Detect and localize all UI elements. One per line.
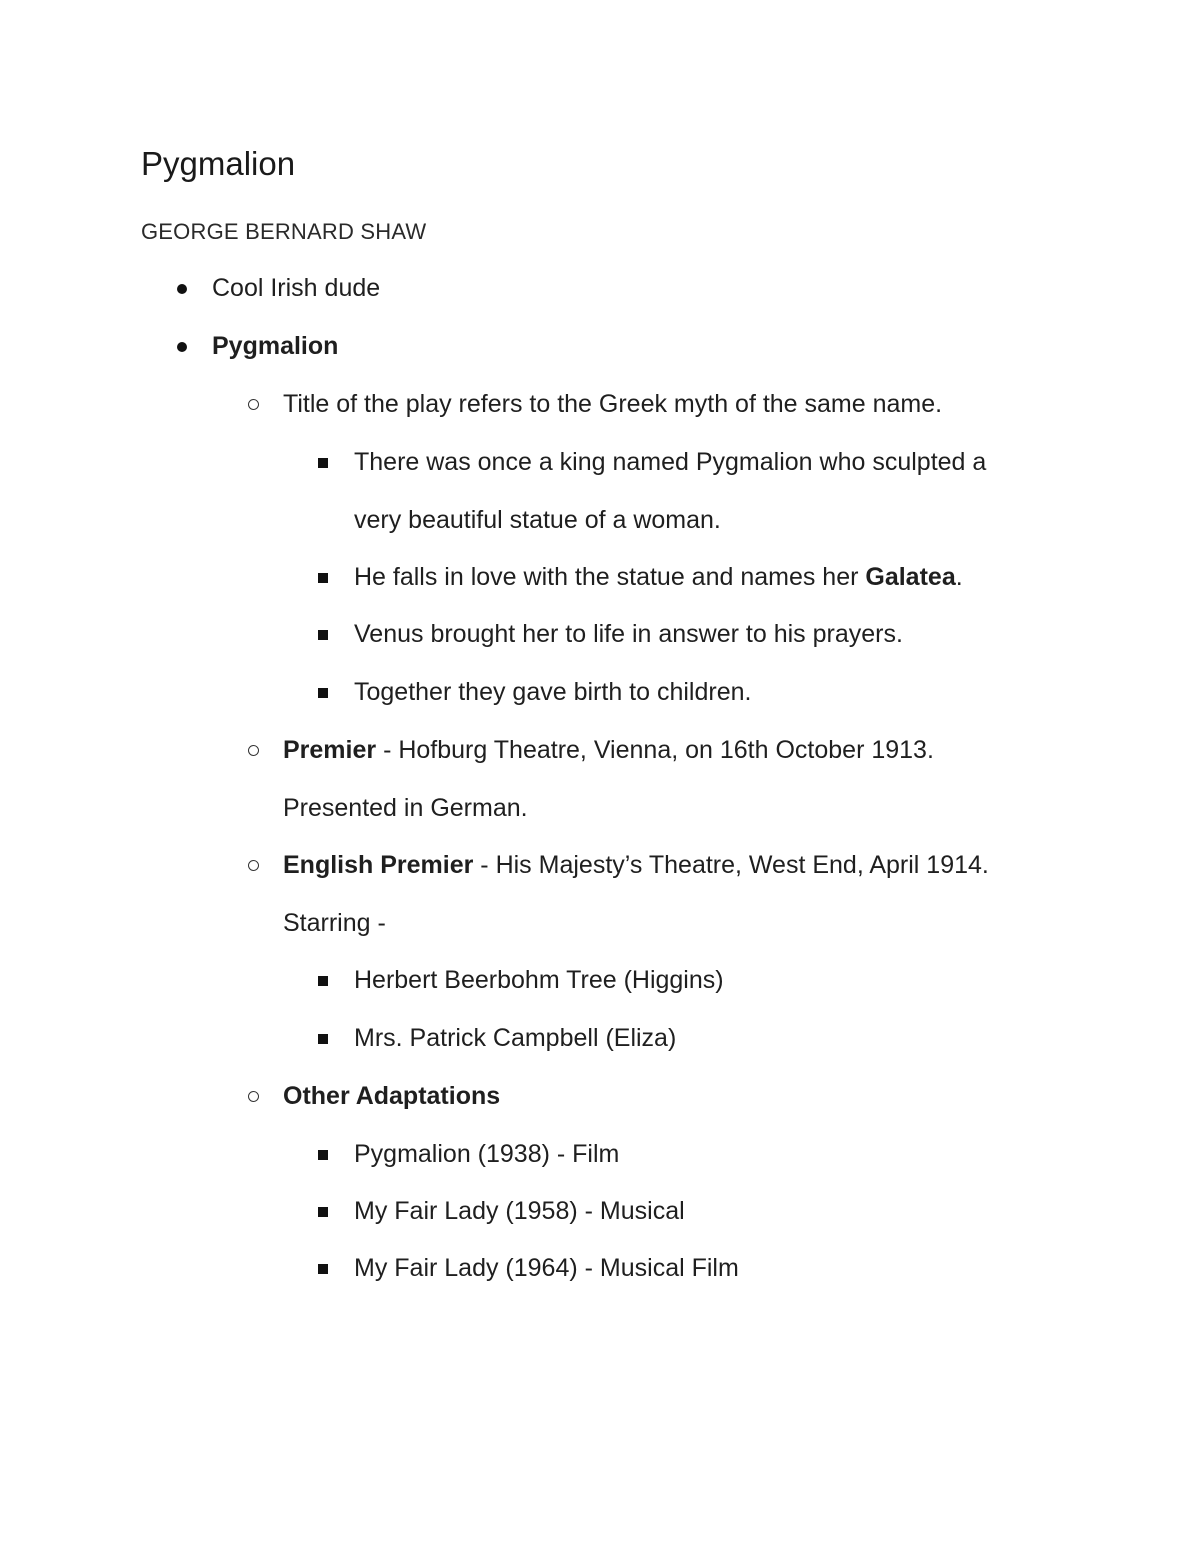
square-bullet-icon	[318, 1240, 328, 1298]
list-item-text: - His Majesty’s Theatre, West End, April 1914. Starring -	[283, 851, 989, 937]
list-item-text: Together they gave birth to children.	[354, 678, 752, 706]
circle-bullet-icon	[248, 837, 259, 895]
list-item-text: Herbert Beerbohm Tree (Higgins)	[354, 966, 724, 994]
list-item	[354, 952, 1054, 1010]
list-item	[212, 260, 1112, 318]
square-bullet-icon	[318, 952, 328, 1010]
list-item	[354, 434, 1034, 549]
list-item	[283, 722, 1013, 837]
list-item-text: .	[955, 563, 963, 591]
list-item-text: He falls in love with the statue and names her	[354, 563, 866, 591]
list-item	[283, 837, 1043, 952]
other-adaptations-label: Other Adaptations	[283, 1082, 501, 1110]
document-title: Pygmalion	[141, 145, 296, 182]
list-item	[354, 664, 1054, 722]
square-bullet-icon	[318, 1010, 328, 1068]
list-item	[354, 1183, 1054, 1241]
disc-bullet-icon	[177, 260, 187, 318]
square-bullet-icon	[318, 1126, 328, 1184]
section-heading-pygmalion: Pygmalion	[212, 332, 339, 360]
list-item	[283, 376, 1073, 434]
square-bullet-icon	[318, 549, 328, 607]
list-item	[354, 1126, 1054, 1184]
circle-bullet-icon	[248, 1068, 259, 1126]
list-item-text: Mrs. Patrick Campbell (Eliza)	[354, 1024, 677, 1052]
list-item	[354, 549, 1054, 607]
list-item	[212, 318, 1112, 376]
list-item	[354, 606, 1054, 664]
list-item	[354, 1010, 1054, 1068]
list-item-text: Title of the play refers to the Greek myth of the same name.	[283, 390, 943, 418]
premier-label: Premier	[283, 736, 377, 764]
square-bullet-icon	[318, 1183, 328, 1241]
list-item-text: My Fair Lady (1958) - Musical	[354, 1197, 685, 1225]
square-bullet-icon	[318, 434, 328, 492]
list-item	[283, 1068, 1073, 1126]
list-item-text: Cool Irish dude	[212, 274, 381, 302]
english-premier-label: English Premier	[283, 851, 474, 879]
document-subtitle: GEORGE BERNARD SHAW	[141, 219, 427, 244]
list-item-text: Pygmalion (1938) - Film	[354, 1140, 620, 1168]
disc-bullet-icon	[177, 318, 187, 376]
circle-bullet-icon	[248, 376, 259, 434]
list-item-text: - Hofburg Theatre, Vienna, on 16th October 1913. Presented in German.	[283, 736, 934, 822]
list-item	[354, 1240, 1054, 1298]
list-item-text: Venus brought her to life in answer to his prayers.	[354, 620, 903, 648]
list-item-text: My Fair Lady (1964) - Musical Film	[354, 1254, 739, 1282]
galatea-name: Galatea	[865, 563, 956, 591]
list-item-text: There was once a king named Pygmalion who sculpted a very beautiful statue of a woman.	[354, 448, 987, 534]
square-bullet-icon	[318, 664, 328, 722]
circle-bullet-icon	[248, 722, 259, 780]
square-bullet-icon	[318, 606, 328, 664]
